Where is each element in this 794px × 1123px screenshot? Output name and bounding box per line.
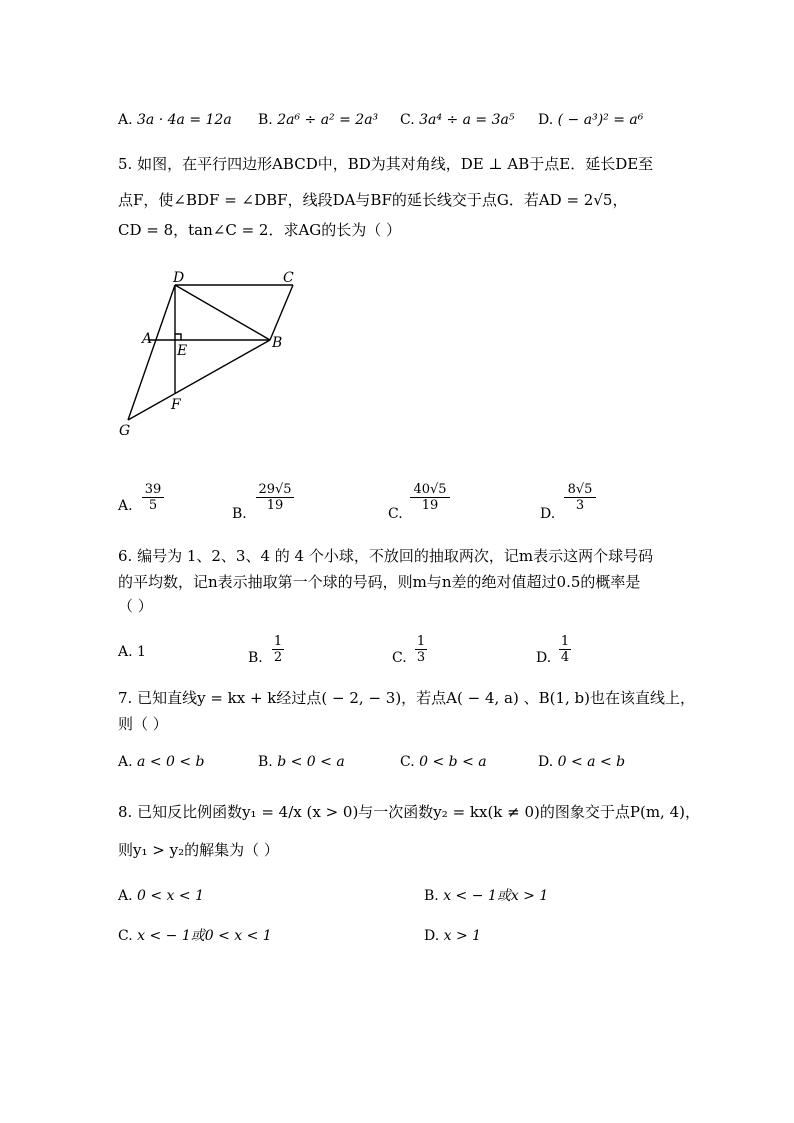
label-c: C (283, 270, 294, 286)
q6-line-2: 的平均数，记n表示抽取第一个球的号码，则m与n差的绝对值超过0.5的概率是 (118, 573, 641, 591)
q6-option-c-fraction: $\frac{1}{3}$ (416, 634, 426, 665)
q5-line-3: CD = 8，tan∠C = 2．求AG的长为（ ） (118, 221, 402, 239)
label-e: E (177, 343, 188, 359)
q7-option-b: B. b < 0 < a (258, 754, 345, 770)
q8-option-c: C. x < − 1或0 < x < 1 (118, 928, 272, 944)
q7-line-1: 7. 已知直线y = kx + k经过点( − 2, − 3)，若点A( − 4, a) 、B(1, b)也在该直线上， (118, 689, 696, 707)
q6-line-1: 6. 编号为 1、2、3、4 的 4 个小球，不放回的抽取两次，记m表示这两个球号码 (118, 547, 654, 565)
q8-line-1: 8. 已知反比例函数y₁ = 4/x (x > 0)与一次函数y₂ = kx(k ≠ 0)的图象交于点P(m, 4)， (118, 803, 700, 821)
q6-option-a: A. 1 (118, 644, 146, 660)
q5-option-b-fraction: $\frac{29√5}{19}$ (256, 482, 294, 513)
q5-option-d-fraction: $\frac{8√5}{3}$ (564, 482, 596, 513)
q4-option-c: C. 3a⁴ ÷ a = 3a⁵ (400, 112, 515, 128)
q5-option-c-fraction: $\frac{40√5}{19}$ (410, 482, 450, 513)
q5-line-1: 5. 如图，在平行四边形ABCD中，BD为其对角线，DE ⊥ AB于点E．延长DE至 (118, 155, 654, 173)
q8-option-b: B. x < − 1或x > 1 (424, 888, 549, 904)
q6-line-3: （ ） (118, 597, 153, 615)
parallelogram-figure (115, 265, 315, 440)
q5-option-d-label: D. (540, 506, 556, 522)
q5-option-c-label: C. (388, 506, 403, 522)
q8-option-d: D. x > 1 (424, 928, 482, 944)
q7-option-a: A. a < 0 < b (118, 754, 205, 770)
q6-option-b-label: B. (248, 650, 263, 666)
q4-option-b: B. 2a⁶ ÷ a² = 2a³ (258, 112, 379, 128)
label-g: G (119, 423, 131, 439)
q7-line-2: 则（ ） (118, 715, 168, 733)
q7-option-d: D. 0 < a < b (538, 754, 626, 770)
q8-option-a: A. 0 < x < 1 (118, 888, 204, 904)
q8-line-2: 则y₁ > y₂的解集为（ ） (118, 841, 279, 859)
label-b: B (272, 335, 283, 351)
q6-option-c-label: C. (392, 650, 407, 666)
q5-option-a-label: A. (118, 498, 133, 514)
q6-option-d-fraction: $\frac{1}{4}$ (560, 634, 570, 665)
label-a: A (142, 331, 153, 347)
q4-option-a: A. 3a · 4a = 12a (118, 112, 232, 128)
q5-option-a-fraction: $\frac{39}{5}$ (142, 482, 164, 513)
label-d: D (173, 270, 185, 286)
q5-option-b-label: B. (232, 506, 247, 522)
q6-option-b-fraction: $\frac{1}{2}$ (273, 634, 283, 665)
q5-line-2: 点F，使∠BDF = ∠DBF，线段DA与BF的延长线交于点G．若AD = 2√5， (118, 191, 628, 209)
label-f: F (171, 397, 181, 413)
q6-option-d-label: D. (536, 650, 552, 666)
q4-option-d: D. ( − a³)² = a⁶ (538, 112, 644, 128)
q7-option-c: C. 0 < b < a (400, 754, 487, 770)
